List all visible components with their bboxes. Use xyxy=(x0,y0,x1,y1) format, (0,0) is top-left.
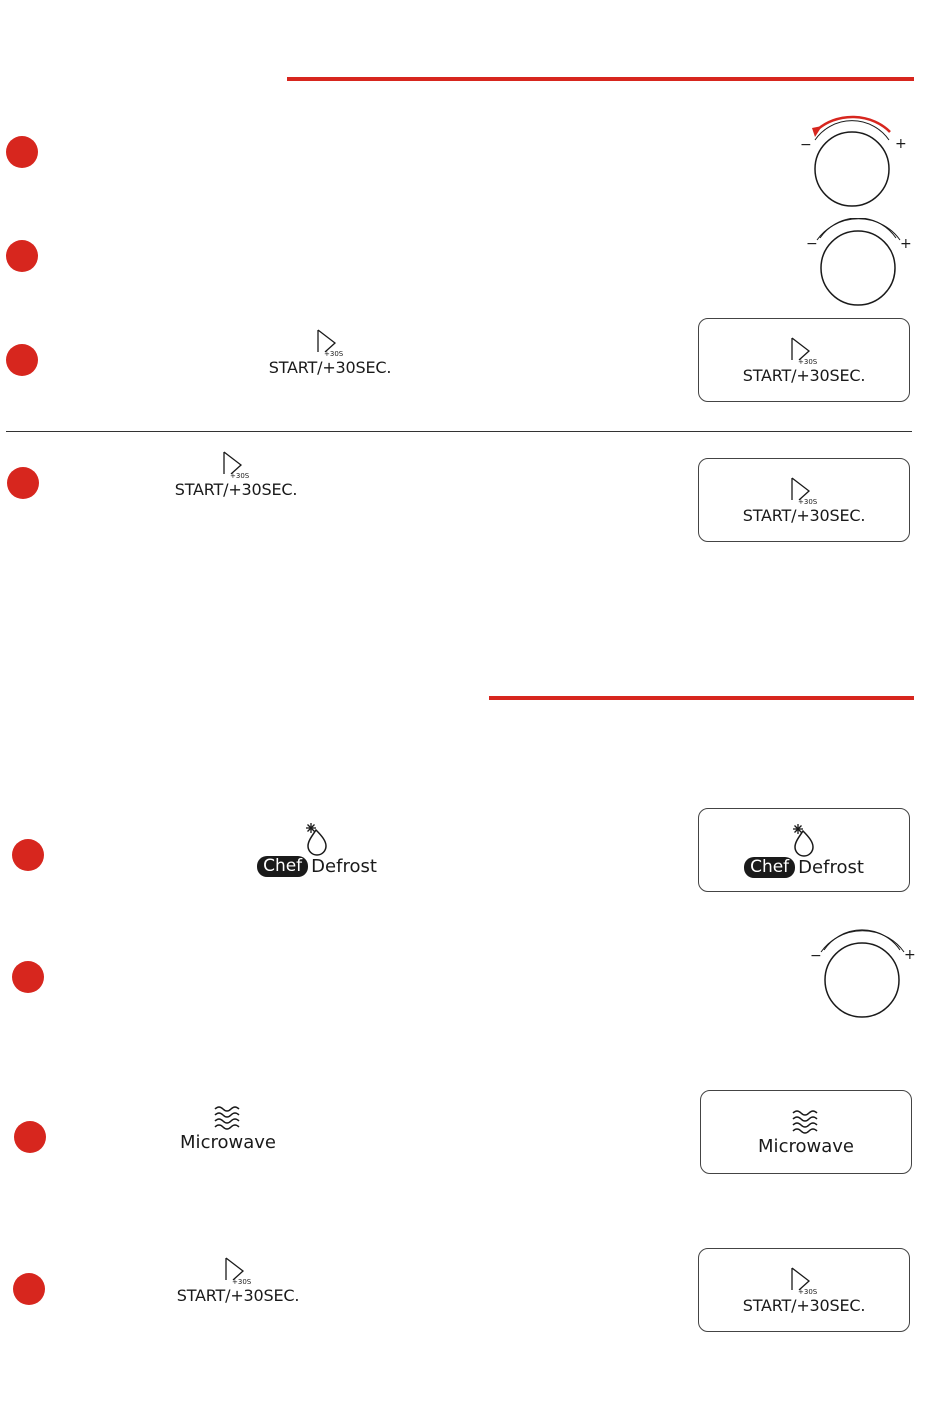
start-30sec-button[interactable] xyxy=(698,1248,910,1332)
step-marker xyxy=(14,1121,46,1153)
section2-header-rule xyxy=(489,696,914,700)
defrost-label: Defrost xyxy=(798,856,864,878)
step-marker xyxy=(6,344,38,376)
step-marker xyxy=(6,136,38,168)
chef-badge: Chef xyxy=(744,857,795,878)
start-button-label: START/+30SEC. xyxy=(742,365,866,385)
microwave-waves-icon xyxy=(213,1104,243,1132)
dial-icon xyxy=(808,928,918,1022)
start-button-label: START/+30SEC. xyxy=(742,1295,866,1315)
step-marker xyxy=(12,961,44,993)
start-label: START/+30SEC. xyxy=(174,480,298,499)
chef-badge: Chef xyxy=(257,856,308,877)
start-play-icon xyxy=(313,328,347,358)
microwave-waves-icon xyxy=(791,1108,821,1136)
dial-minus-sign: − xyxy=(810,948,822,964)
inline-start-button-ref xyxy=(172,450,300,499)
inline-defrost-button-ref xyxy=(252,822,382,877)
svg-text:+30S: +30S xyxy=(232,1278,252,1286)
step-marker xyxy=(7,467,39,499)
dial-plus-sign: + xyxy=(895,136,907,152)
svg-text:+30S: +30S xyxy=(798,357,818,366)
start-play-icon xyxy=(787,1266,821,1296)
dial-minus-sign: − xyxy=(806,236,818,252)
dial-turn-icon xyxy=(798,108,910,210)
start-label: START/+30SEC. xyxy=(268,358,392,377)
step-marker xyxy=(13,1273,45,1305)
svg-text:+30S: +30S xyxy=(324,350,344,358)
start-play-icon xyxy=(219,450,253,480)
start-label: START/+30SEC. xyxy=(176,1286,300,1305)
section1-header-rule xyxy=(287,77,914,81)
svg-text:+30S: +30S xyxy=(798,1287,818,1296)
start-play-icon xyxy=(221,1256,255,1286)
defrost-label: Defrost xyxy=(311,856,377,877)
dial-icon xyxy=(804,218,914,310)
defrost-drop-icon xyxy=(302,822,332,856)
section1-divider xyxy=(6,431,912,432)
dial-plus-sign: + xyxy=(904,947,916,963)
inline-start-button-ref xyxy=(266,328,394,377)
dial-plus-sign: + xyxy=(900,236,912,252)
microwave-label: Microwave xyxy=(180,1132,276,1153)
step-marker xyxy=(12,839,44,871)
chef-defrost-button[interactable] xyxy=(698,808,910,892)
step-marker xyxy=(6,240,38,272)
start-button-label: START/+30SEC. xyxy=(742,505,866,525)
start-30sec-button[interactable] xyxy=(698,318,910,402)
start-play-icon xyxy=(787,476,821,506)
defrost-drop-icon xyxy=(789,823,819,857)
dial-minus-sign: − xyxy=(800,137,812,153)
svg-text:+30S: +30S xyxy=(798,497,818,506)
inline-start-button-ref xyxy=(174,1256,302,1305)
svg-text:+30S: +30S xyxy=(230,472,250,480)
microwave-button[interactable] xyxy=(700,1090,912,1174)
start-30sec-button[interactable] xyxy=(698,458,910,542)
inline-microwave-button-ref xyxy=(170,1104,286,1153)
microwave-button-label: Microwave xyxy=(758,1135,854,1157)
start-play-icon xyxy=(787,336,821,366)
